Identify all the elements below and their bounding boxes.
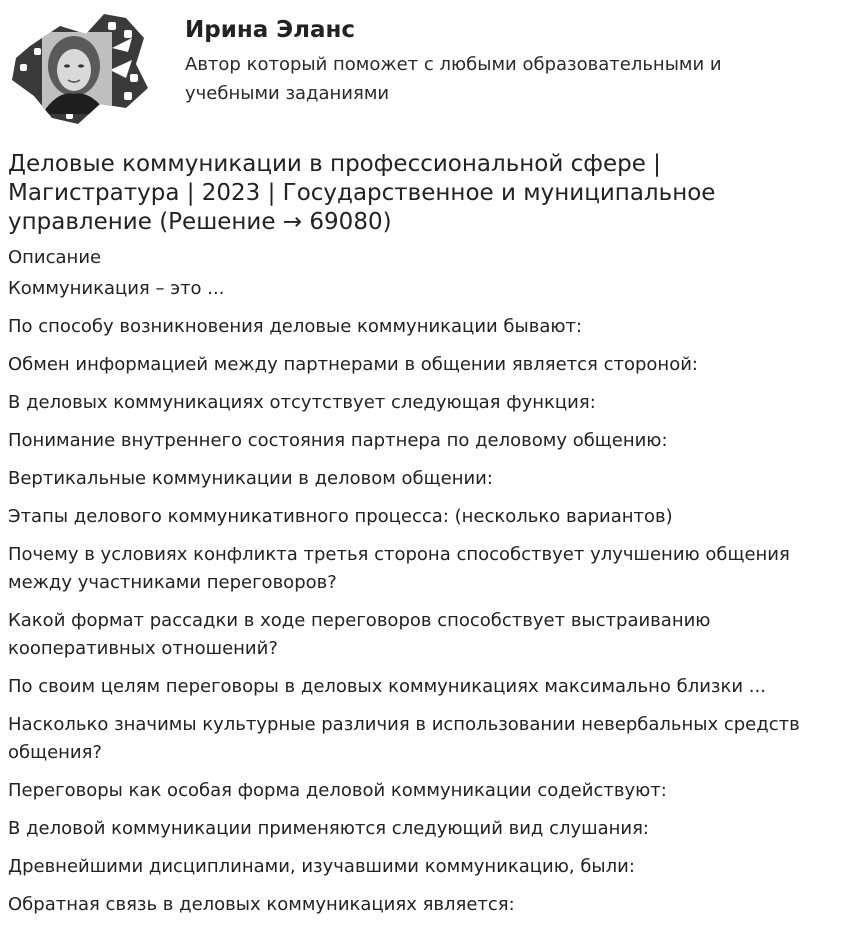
question-item: Насколько значимы культурные различия в использовании невербальных средств общения? — [8, 714, 800, 763]
question-item: Этапы делового коммуникативного процесса: (несколько вариантов) — [8, 506, 673, 527]
question-item: Понимание внутреннего состояния партнера по деловому общению: — [8, 430, 668, 451]
author-card — [8, 6, 838, 128]
question-item: Обмен информацией между партнерами в общении является стороной: — [8, 354, 698, 375]
author-avatar[interactable] — [8, 8, 150, 128]
question-item: Переговоры как особая форма деловой коммуникации содействуют: — [8, 780, 667, 801]
author-name[interactable]: Ирина Эланс — [185, 17, 356, 43]
question-item: Древнейшими дисциплинами, изучавшими коммуникацию, были: — [8, 856, 635, 877]
question-item: В деловой коммуникации применяются следующий вид слушания: — [8, 818, 649, 839]
question-item: В деловых коммуникациях отсутствует следующая функция: — [8, 392, 596, 413]
question-item: Почему в условиях конфликта третья сторона способствует улучшению общения между участниками переговоров? — [8, 544, 790, 593]
question-item: По своим целям переговоры в деловых коммуникациях максимально близки ... — [8, 676, 766, 697]
question-list — [8, 275, 840, 929]
question-item: По способу возникновения деловые коммуникации бывают: — [8, 316, 583, 337]
question-item: Вертикальные коммуникации в деловом общении: — [8, 468, 493, 489]
section-label-description: Описание — [8, 247, 102, 268]
author-description: Автор который поможет с любыми образовательными и учебными заданиями — [185, 54, 722, 104]
question-item: Обратная связь в деловых коммуникациях является: — [8, 894, 515, 915]
question-item: Коммуникация – это ... — [8, 278, 225, 299]
work-title: Деловые коммуникации в профессиональной сфере | Магистратура | 2023 | Государственное и муниципальное управление (Решение → 69080) — [8, 151, 716, 235]
question-item: Какой формат рассадки в ходе переговоров способствует выстраиванию кооперативных отношений? — [8, 610, 711, 659]
